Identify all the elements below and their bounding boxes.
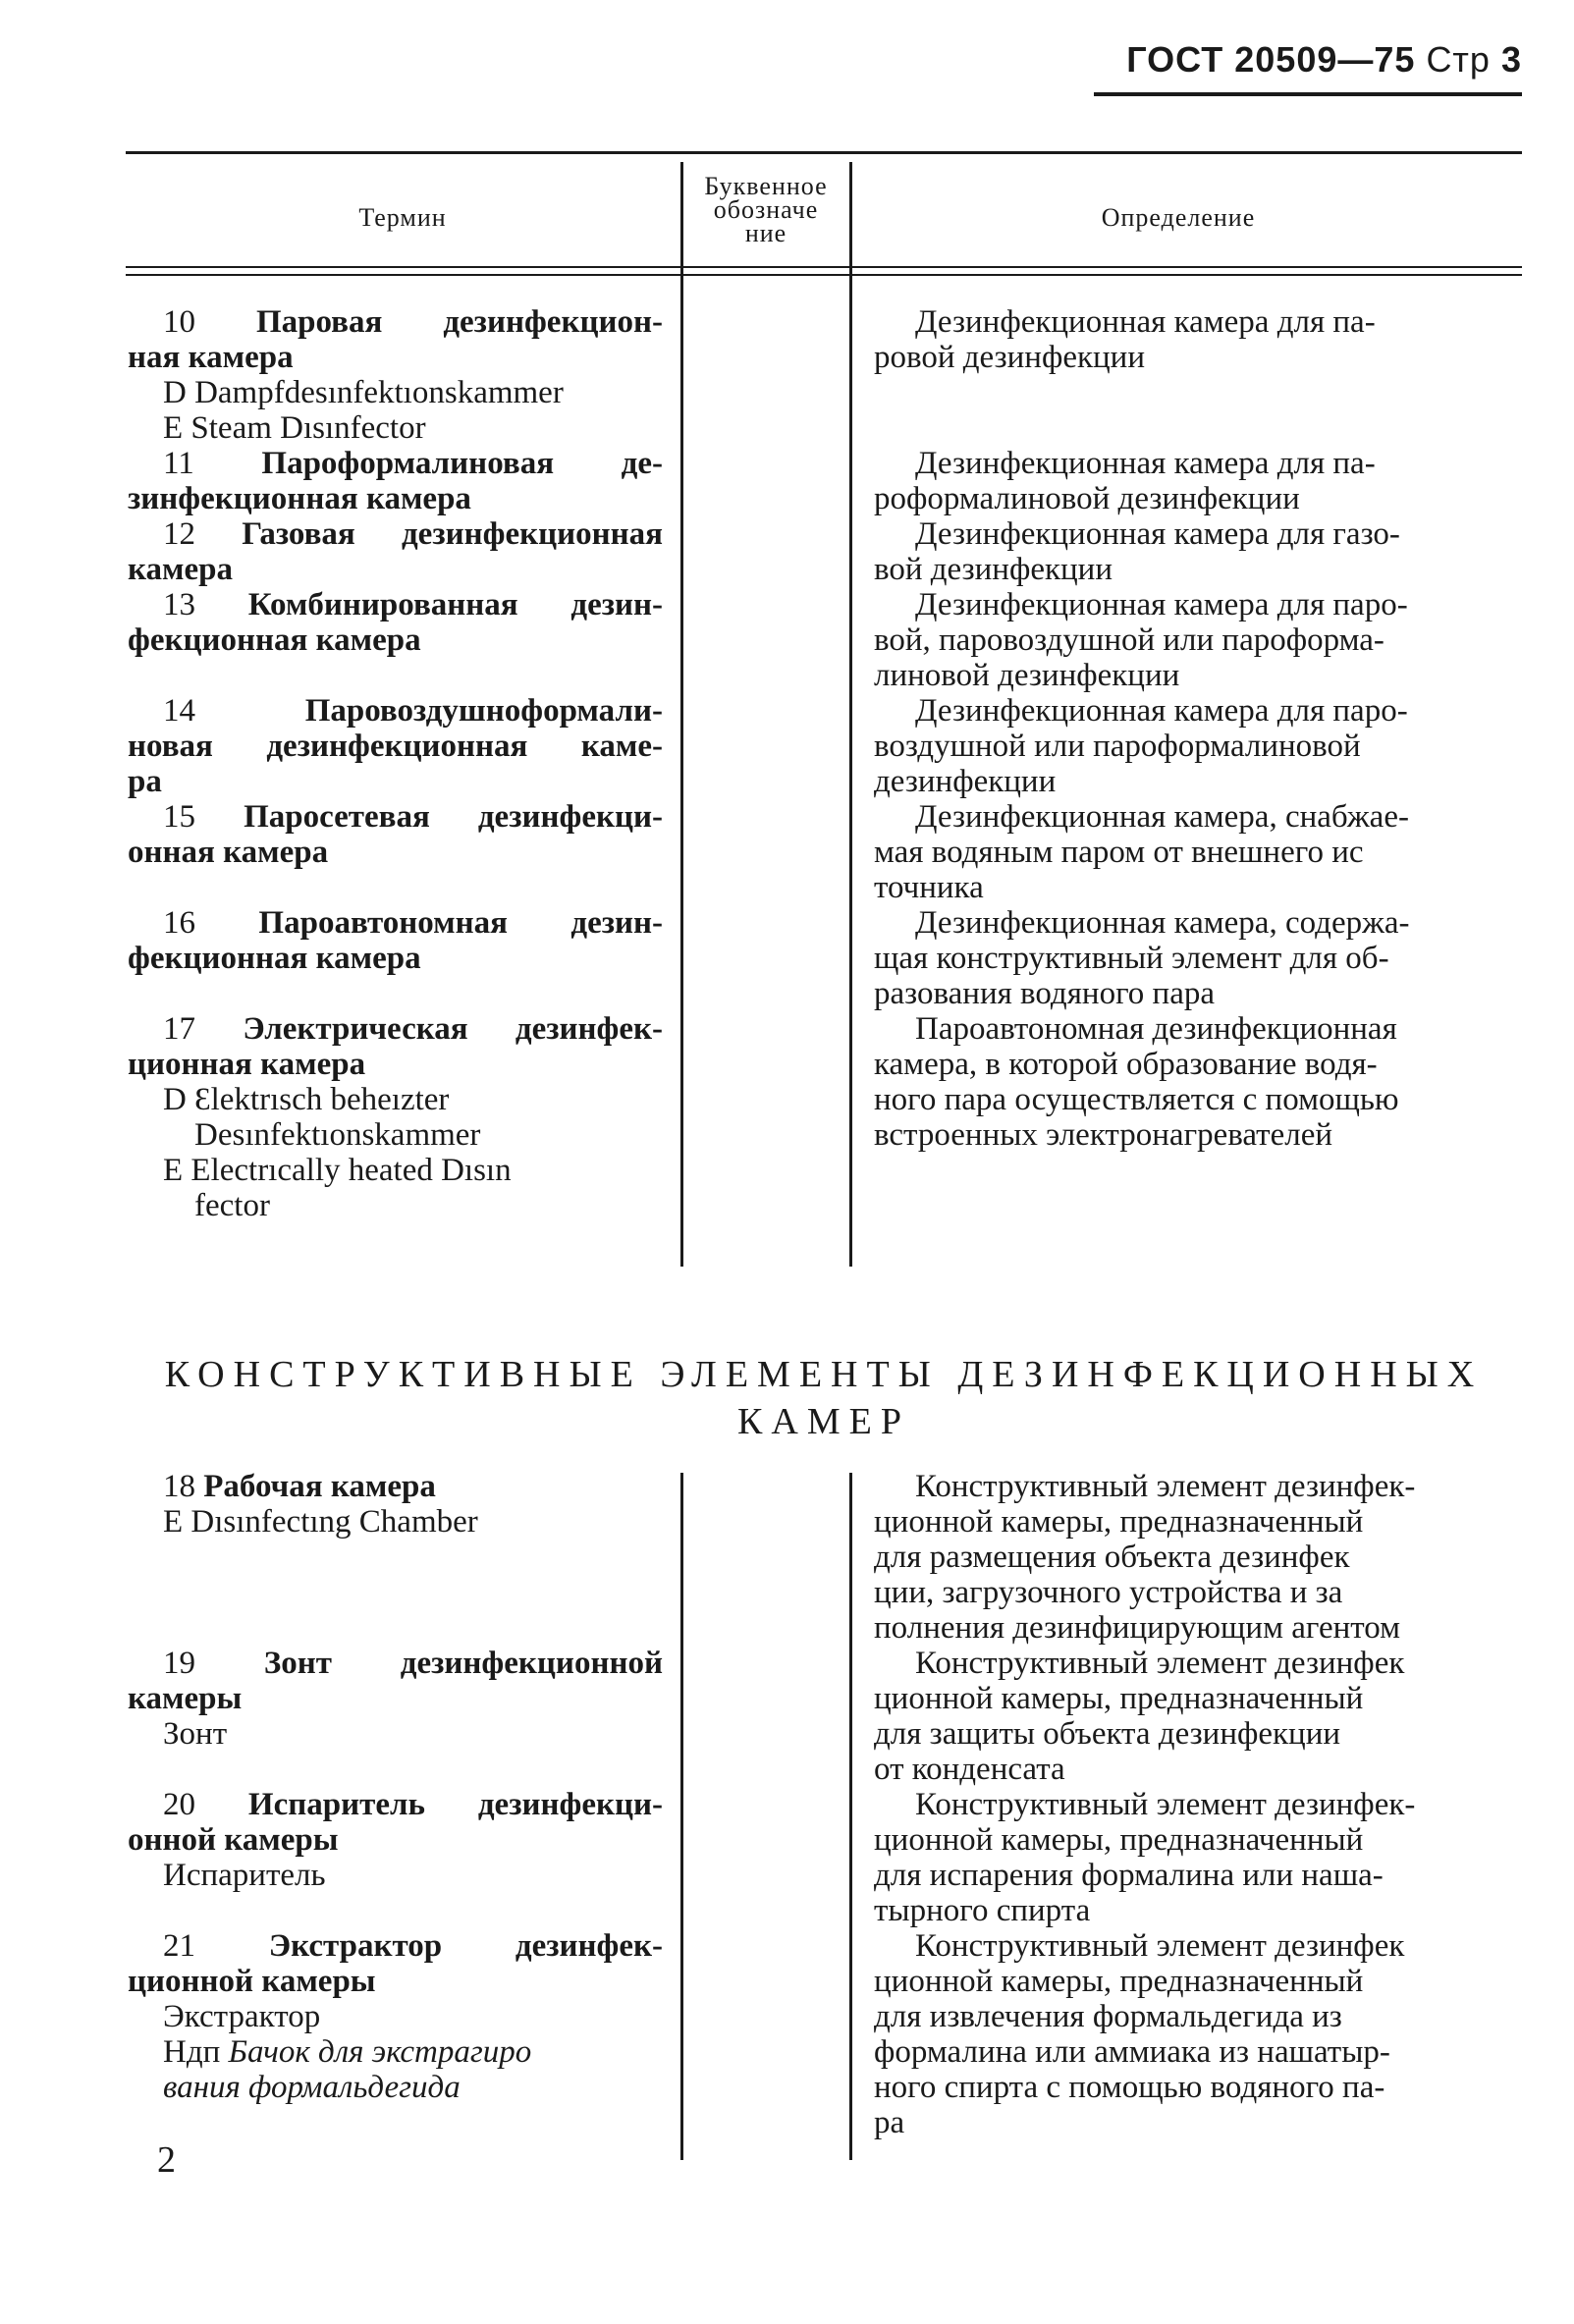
definitions-part1 xyxy=(874,304,1517,1153)
term-entry-20: 20 Испаритель дезинфекци- онной камеры Испаритель xyxy=(128,1787,663,1893)
definition-16: Дезинфекционная камера, содержа- щая конструктивный элемент для об- разования водяного пара xyxy=(874,905,1410,1011)
definition-10: Дезинфекционная камера для па- ровой дезинфекции xyxy=(874,304,1376,375)
page-number-footer: 2 xyxy=(157,2139,176,2181)
definitions-part2 xyxy=(874,1469,1517,2140)
term-entry-12: 12 Газовая дезинфекционная камера xyxy=(128,516,664,587)
header-rule xyxy=(1094,92,1522,96)
page-header xyxy=(1031,39,1522,81)
definition-13: Дезинфекционная камера для паро- вой, паровоздушной или пароформа- линовой дезинфекции xyxy=(874,587,1408,693)
definition-20: Конструктивный элемент дезинфек- ционной камеры, предназначенный для испарения формалина или наша- тырного спирта xyxy=(874,1787,1416,1928)
term-entry-17: 17 Электрическая дезинфек- ционная камера D Ɛlektrısch beheızter Desınfektıonskammer E Electrıcally heated Dısın fector xyxy=(128,1011,664,1223)
column-divider-right xyxy=(849,162,852,1267)
page-number-header: 3 xyxy=(1500,39,1522,80)
terms-part1 xyxy=(128,304,663,1223)
column-divider-left xyxy=(680,162,683,1267)
definition-12: Дезинфекционная камера для газо- вой дезинфекции xyxy=(874,516,1400,587)
column-divider-left-2 xyxy=(680,1473,683,2160)
definition-19: Конструктивный элемент дезинфек ционной камеры, предназначенный для защиты объекта дезинфекции от конденсата xyxy=(874,1646,1405,1787)
term-entry-11: 11 Пароформалиновая де- зинфекционная камера xyxy=(128,446,663,516)
definition-18: Конструктивный элемент дезинфек- ционной камеры, предназначенный для размещения объекта дезинфек ции, загрузочного устройства и за полнения дезинфицирующим агентом xyxy=(874,1469,1416,1646)
section-title: КОНСТРУКТИВНЫЕ ЭЛЕМЕНТЫ ДЕЗИНФЕКЦИОННЫХ КАМЕР xyxy=(164,1354,1484,1442)
definition-11: Дезинфекционная камера для па- роформалиновой дезинфекции xyxy=(874,446,1376,516)
column-divider-right-2 xyxy=(849,1473,852,2160)
definition-21: Конструктивный элемент дезинфек ционной камеры, предназначенный для извлечения формальдегида из формалина или аммиака из нашатыр- ного спирта с помощью водяного па- ра xyxy=(874,1928,1405,2140)
header-rule-bottom xyxy=(126,274,1522,276)
term-entry-14: 14 Паровоздушноформали- новая дезинфекционная каме- ра xyxy=(128,693,663,799)
term-entry-10: 10 Паровая дезинфекцион- ная камера D Dampfdesınfektıonskammer E Steam Dısınfector xyxy=(128,304,663,446)
term-entry-15: 15 Паросетевая дезинфекци- онная камера xyxy=(128,799,664,870)
header-rule-top xyxy=(126,266,1522,268)
term-entry-21: 21 Экстрактор дезинфек- ционной камеры Экстрактор Ндп Бачок для экстрагиро вания формальдегида xyxy=(128,1928,663,2105)
term-entry-16: 16 Пароавтономная дезин- фекционная камера xyxy=(128,905,663,976)
standard-number: ГОСТ 20509—75 xyxy=(1126,39,1416,80)
table-top-rule xyxy=(126,151,1522,154)
definition-15: Дезинфекционная камера, снабжае- мая водяным паром от внешнего ис точника xyxy=(874,799,1409,905)
term-entry-13: 13 Комбинированная дезин- фекционная камера xyxy=(128,587,663,658)
page-label: Стр xyxy=(1426,39,1491,80)
column-header-letter: Буквенное обозначе ние xyxy=(704,172,828,247)
term-entry-19: 19 Зонт дезинфекционной камеры Зонт xyxy=(128,1646,663,1752)
column-header-definition: Определение xyxy=(1101,203,1256,232)
definition-14: Дезинфекционная камера для паро- воздушной или пароформалиновой дезинфекции xyxy=(874,693,1408,799)
term-entry-18: 18 Рабочая камера E Dısınfectıng Chamber xyxy=(163,1469,478,1540)
definition-17: Пароавтономная дезинфекционная камера, в которой образование водя- ного пара осуществляется с помощью встроенных электронагревателей xyxy=(874,1011,1399,1153)
terms-part2 xyxy=(128,1469,663,2105)
column-header-term: Термин xyxy=(358,203,447,232)
